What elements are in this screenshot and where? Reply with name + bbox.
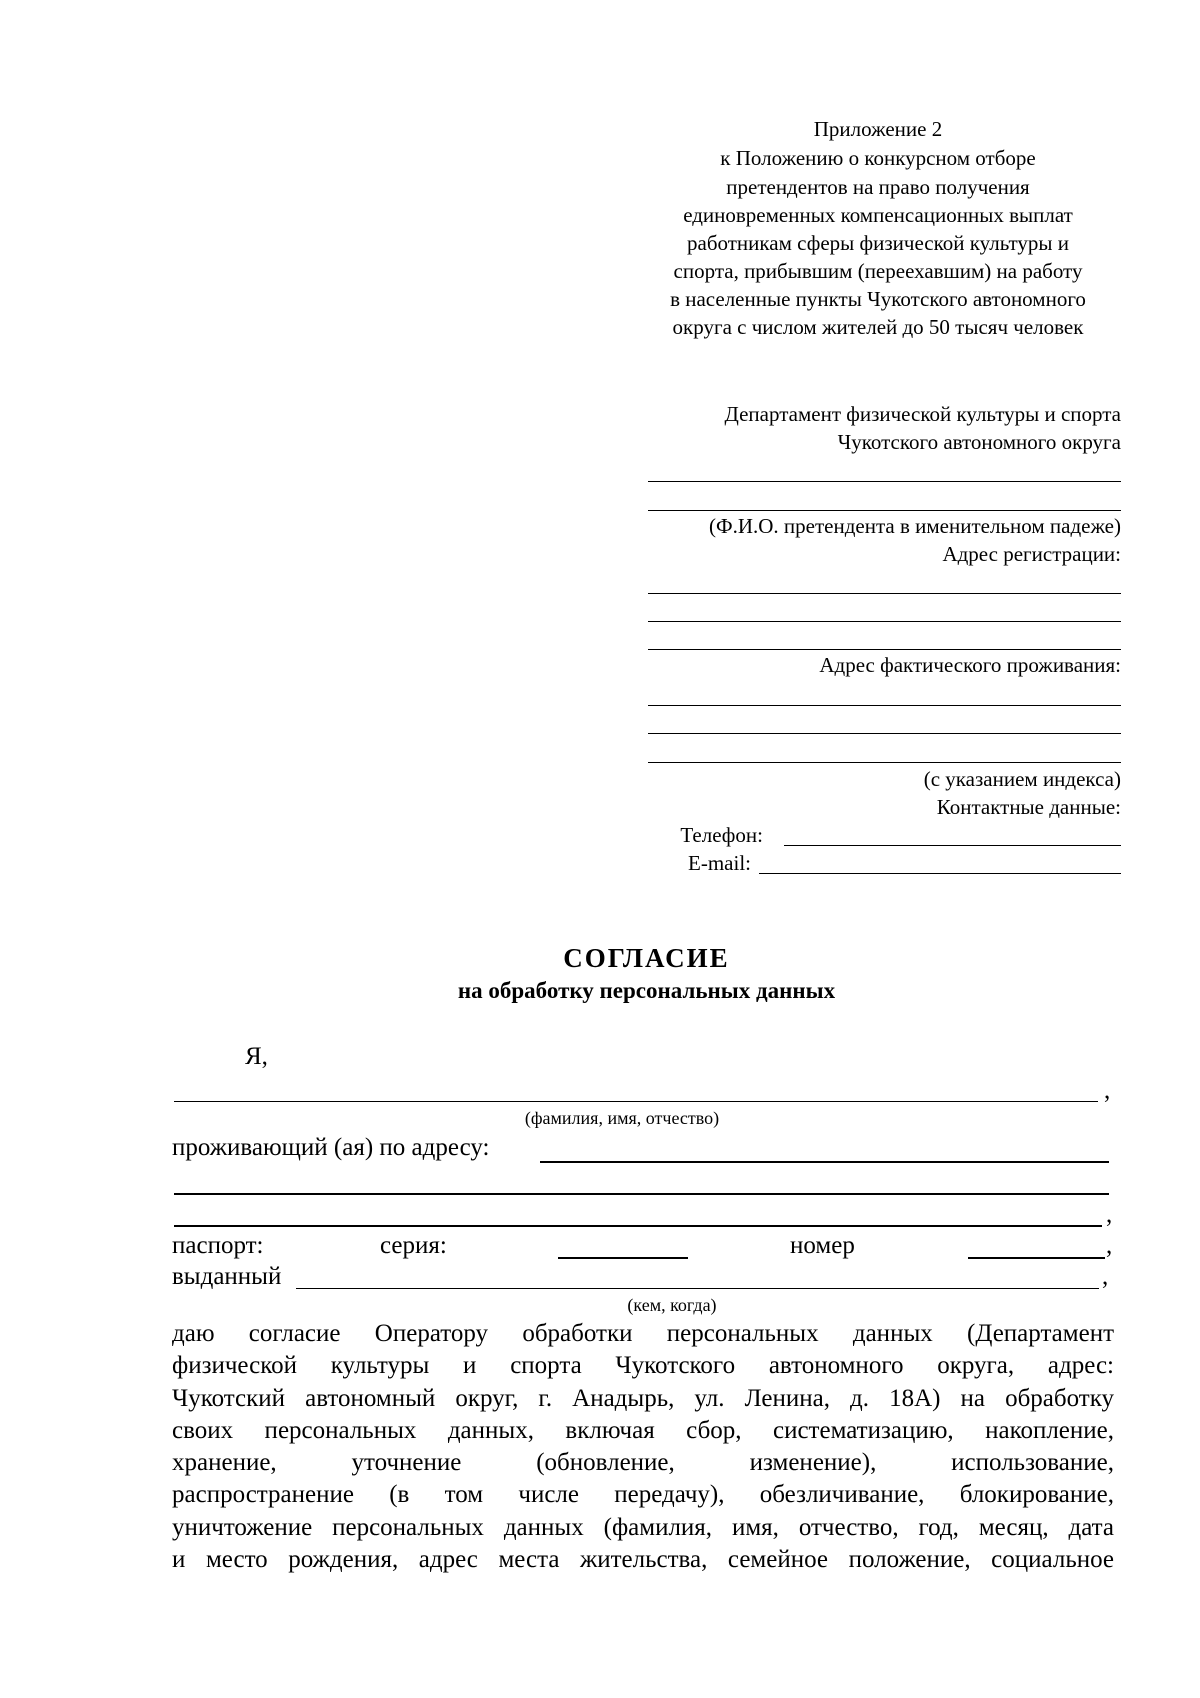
- appendix-line: к Положению о конкурсном отборе: [720, 146, 1036, 170]
- addressee-region: Чукотского автономного округа: [837, 430, 1121, 454]
- comma: ,: [1102, 1263, 1109, 1290]
- reg-address-input-line[interactable]: [648, 649, 1121, 650]
- document-subtitle: на обработку персональных данных: [457, 978, 836, 1003]
- actual-address-label: Адрес фактического проживания:: [819, 653, 1121, 677]
- consent-line: и место рождения, адрес места жительства, семейное положение, социальное: [172, 1546, 1114, 1574]
- consent-line: Чукотский автономный округ, г. Анадырь, ул. Ленина, д. 18А) на обработку: [172, 1384, 1114, 1412]
- comma: ,: [1106, 1201, 1113, 1228]
- i-label: Я,: [245, 1043, 268, 1070]
- fio-caption: (Ф.И.О. претендента в именительном падеже): [709, 514, 1121, 538]
- email-label: E-mail:: [688, 851, 751, 875]
- consent-line: даю согласие Оператору обработки персональных данных (Департамент: [172, 1320, 1114, 1347]
- residing-label: проживающий (ая) по адресу:: [172, 1134, 490, 1161]
- comma: ,: [1104, 1077, 1111, 1104]
- issued-caption: (кем, когда): [627, 1295, 717, 1315]
- fio-input-line[interactable]: [648, 481, 1121, 482]
- appendix-line: спорта, прибывшим (переехавшим) на работу: [673, 259, 1083, 283]
- residing-input-line-3[interactable]: [174, 1225, 1102, 1227]
- consent-line: хранение, уточнение (обновление, изменение), использование,: [172, 1449, 1114, 1477]
- appendix-line: единовременных компенсационных выплат: [683, 203, 1073, 227]
- series-input-line[interactable]: [558, 1257, 688, 1259]
- issued-input-line[interactable]: [296, 1288, 1099, 1289]
- addressee-department: Департамент физической культуры и спорта: [724, 402, 1121, 426]
- phone-label: Телефон:: [680, 823, 763, 847]
- consent-line: своих персональных данных, включая сбор, систематизацию, накопление,: [172, 1416, 1114, 1444]
- actual-address-input-line[interactable]: [648, 705, 1121, 706]
- issued-label: выданный: [172, 1263, 282, 1290]
- number-label: номер: [790, 1232, 855, 1259]
- appendix-line: работникам сферы физической культуры и: [687, 231, 1069, 255]
- consent-line: физической культуры и спорта Чукотского автономного округа, адрес:: [172, 1352, 1114, 1380]
- fio-fill-caption: (фамилия, имя, отчество): [524, 1108, 720, 1128]
- document-title: СОГЛАСИЕ: [563, 943, 730, 973]
- series-label: серия:: [380, 1232, 447, 1259]
- email-input-line[interactable]: [759, 873, 1121, 874]
- residing-input-line-2[interactable]: [174, 1193, 1109, 1195]
- consent-line: распространение (в том числе передачу), обезличивание, блокирование,: [172, 1481, 1114, 1509]
- fio-fill-line[interactable]: [174, 1101, 1098, 1102]
- appendix-line: Приложение 2: [813, 117, 943, 141]
- residing-input-line[interactable]: [540, 1161, 1109, 1163]
- actual-address-input-line[interactable]: [648, 733, 1121, 734]
- reg-address-input-line[interactable]: [648, 593, 1121, 594]
- fio-input-line[interactable]: [648, 510, 1121, 511]
- consent-paragraph: [172, 1318, 1114, 1576]
- index-note: (с указанием индекса): [923, 767, 1121, 791]
- passport-label: паспорт:: [172, 1232, 264, 1259]
- appendix-line: в населенные пункты Чукотского автономного: [670, 287, 1086, 311]
- comma: ,: [1106, 1232, 1113, 1259]
- number-input-line[interactable]: [968, 1257, 1105, 1259]
- reg-address-label: Адрес регистрации:: [942, 542, 1121, 566]
- actual-address-input-line[interactable]: [648, 762, 1121, 763]
- appendix-line: претендентов на право получения: [726, 175, 1030, 199]
- consent-line: уничтожение персональных данных (фамилия, имя, отчество, год, месяц, дата: [172, 1513, 1114, 1541]
- reg-address-input-line[interactable]: [648, 621, 1121, 622]
- appendix-line: округа с числом жителей до 50 тысяч человек: [672, 315, 1084, 339]
- phone-input-line[interactable]: [784, 845, 1121, 846]
- contacts-label: Контактные данные:: [936, 795, 1121, 819]
